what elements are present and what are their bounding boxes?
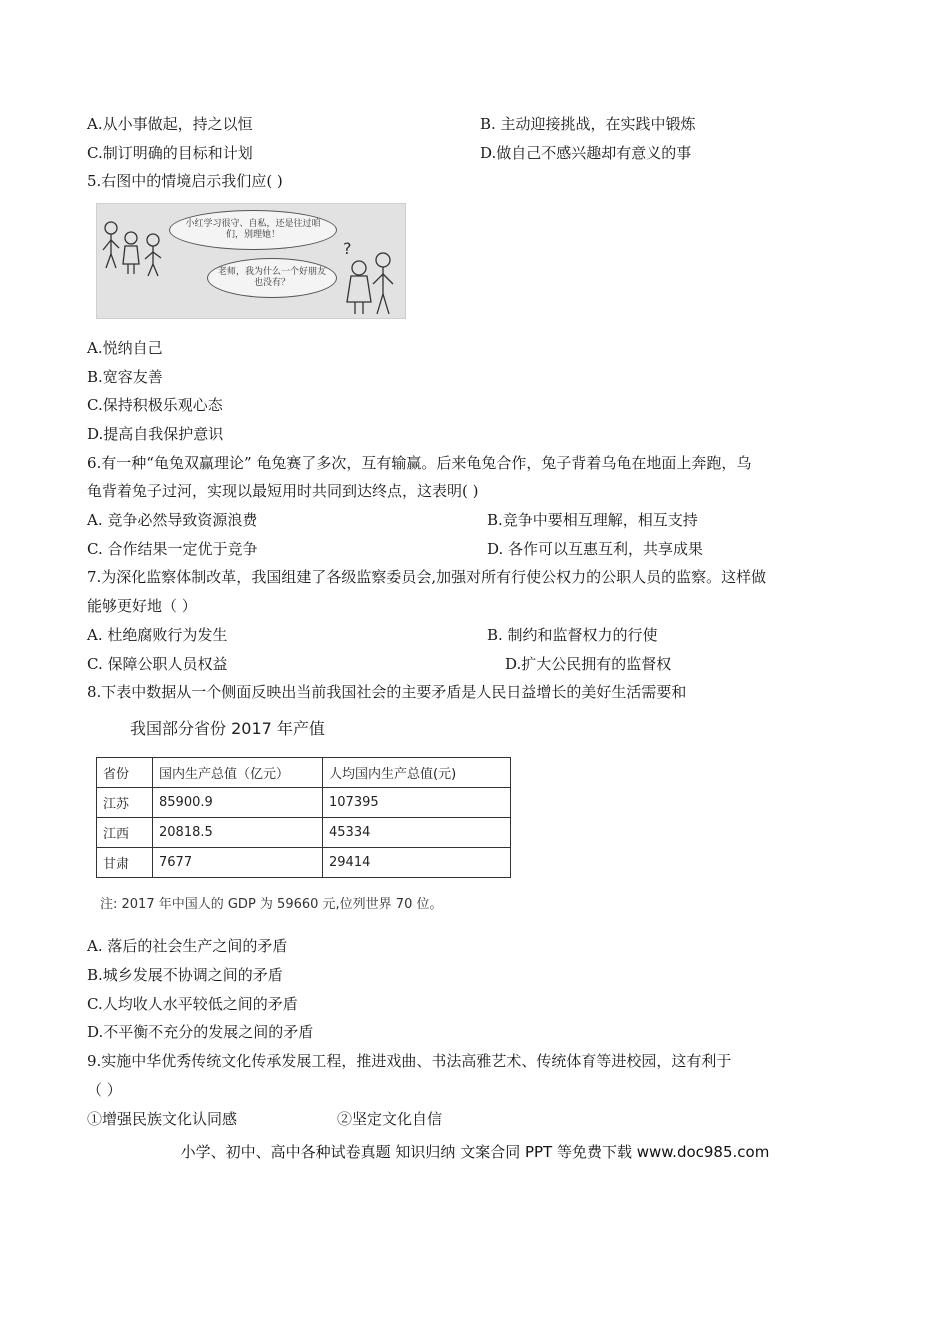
q9-option-2: ②坚定文化自信: [337, 1110, 443, 1128]
header-gdp-per-capita: 人均国内生产总值(元): [323, 758, 511, 788]
question-mark-glyph: ?: [343, 239, 352, 258]
cell-gdp-per-capita: 107395: [323, 788, 511, 818]
q7-option-b: B. 制约和监督权力的行使: [487, 626, 658, 644]
q9-stem-line2: （ ）: [87, 1081, 122, 1099]
gdp-table: [96, 757, 511, 878]
cell-gdp-per-capita: 45334: [323, 818, 511, 848]
cell-gdp: 20818.5: [153, 818, 323, 848]
cell-province: 甘肃: [97, 848, 153, 878]
cell-gdp: 85900.9: [153, 788, 323, 818]
cell-gdp: 7677: [153, 848, 323, 878]
q8-option-d: D.不平衡不充分的发展之间的矛盾: [87, 1023, 314, 1041]
table-row: [97, 788, 511, 818]
q5-option-d: D.提高自我保护意识: [87, 425, 224, 443]
q4-option-c: C.制订明确的目标和计划: [87, 144, 253, 162]
q5-option-c: C.保持积极乐观心态: [87, 396, 223, 414]
q8-option-a: A. 落后的社会生产之间的矛盾: [87, 937, 288, 955]
q7-stem-line2: 能够更好地（ ）: [87, 597, 197, 615]
q6-option-b: B.竞争中要相互理解，相互支持: [487, 511, 698, 529]
table-note: 注: 2017 年中国人的 GDP 为 59660 元,位列世界 70 位。: [100, 897, 443, 912]
page-footer: 小学、初中、高中各种试卷真题 知识归纳 文案合同 PPT 等免费下载 www.doc985.com: [180, 1143, 770, 1161]
q6-option-a: A. 竞争必然导致资源浪费: [87, 511, 258, 529]
q8-stem: 8.下表中数据从一个侧面反映出当前我国社会的主要矛盾是人民日益增长的美好生活需要和: [87, 683, 687, 701]
q4-option-b: B. 主动迎接挑战，在实践中锻炼: [480, 115, 696, 133]
q5-option-b: B.宽容友善: [87, 368, 163, 386]
table-row: [97, 818, 511, 848]
q6-option-d: D. 各作可以互惠互利，共享成果: [487, 540, 704, 558]
q7-stem-line1: 7.为深化监察体制改革，我国组建了各级监察委员会,加强对所有行使公权力的公职人员的监察。这样做: [87, 568, 767, 586]
speech-bubble-girl: 老师，我为什么一个好朋友也没有？: [207, 258, 337, 298]
cell-gdp-per-capita: 29414: [323, 848, 511, 878]
q9-option-1: ①增强民族文化认同感: [87, 1110, 238, 1128]
q5-option-a: A.悦纳自己: [87, 339, 163, 357]
q4-option-d: D.做自己不感兴趣却有意义的事: [480, 144, 692, 162]
q5-stem: 5.右图中的情境启示我们应( ): [87, 172, 283, 190]
q6-stem-line2: 龟背着兔子过河，实现以最短用时共同到达终点，这表明( ): [87, 482, 479, 500]
header-province: 省份: [97, 758, 153, 788]
table-row: [97, 848, 511, 878]
q6-stem-line1: 6.有一种“龟兔双赢理论” 龟兔赛了多次，互有输赢。后来龟兔合作，兔子背着乌龟在地面上奔跑，乌: [87, 454, 752, 472]
q8-option-c: C.人均收人水平较低之间的矛盾: [87, 995, 298, 1013]
cell-province: 江西: [97, 818, 153, 848]
table-header-row: [97, 758, 511, 788]
cartoon-illustration: [96, 203, 406, 319]
speech-bubble-classmates: 小红学习很守、自私，还是往过咱们，别理她！: [169, 210, 337, 250]
q4-option-a: A.从小事做起，持之以恒: [87, 115, 253, 133]
table-title: 我国部分省份 2017 年产值: [130, 719, 325, 738]
q8-option-b: B.城乡发展不协调之间的矛盾: [87, 966, 283, 984]
q7-option-d: D.扩大公民拥有的监督权: [505, 655, 672, 673]
q7-option-c: C. 保障公职人员权益: [87, 655, 228, 673]
q7-option-a: A. 杜绝腐败行为发生: [87, 626, 228, 644]
header-gdp: 国内生产总值（亿元）: [153, 758, 323, 788]
q9-stem-line1: 9.实施中华优秀传统文化传承发展工程，推进戏曲、书法高雅艺术、传统体育等进校园，这有利于: [87, 1052, 732, 1070]
q6-option-c: C. 合作结果一定优于竞争: [87, 540, 258, 558]
cell-province: 江苏: [97, 788, 153, 818]
